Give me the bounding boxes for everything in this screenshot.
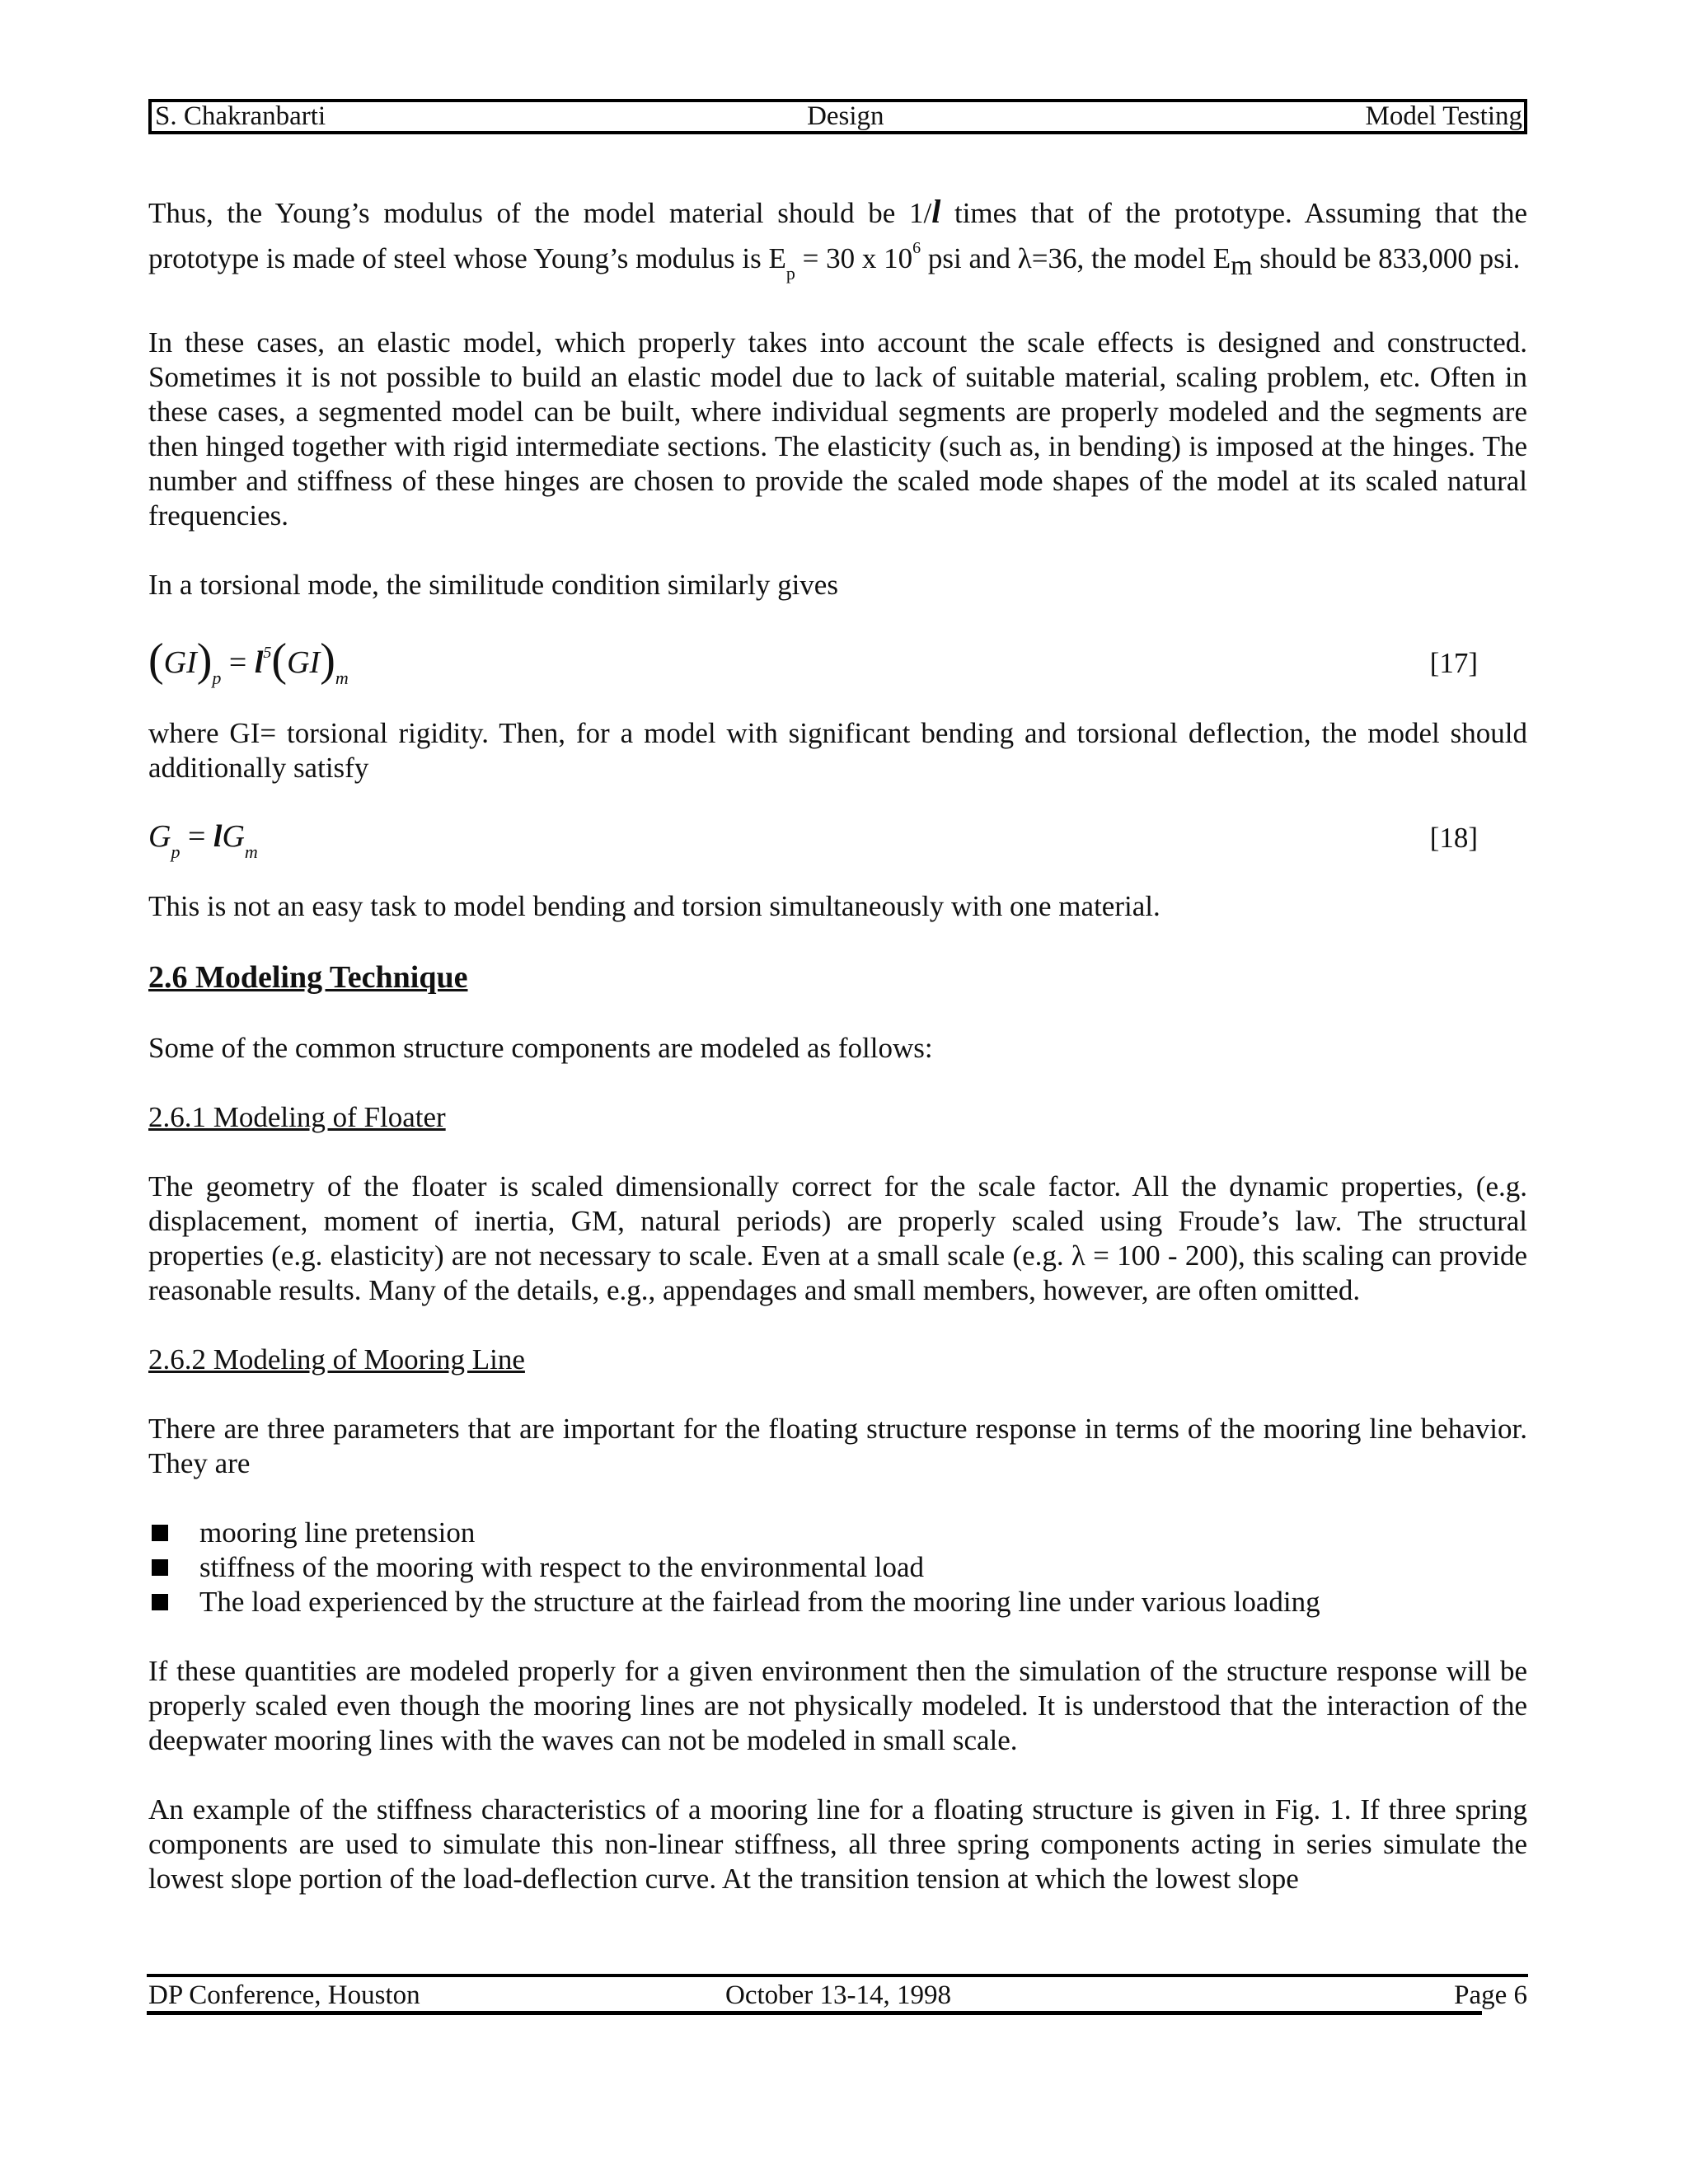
- subscript: m: [335, 668, 349, 688]
- paragraph-elastic-model: In these cases, an elastic model, which properly takes into account the scale effects is designed and constructed. Sometimes it is not possible to build an elastic model due to lack of suitable material, scaling problem, etc. Often in these cases, a segmented model can be built, where individual segments are properly modeled and the segments are then hinged together with rigid intermediate sections. The elasticity (such as, in bending) is imposed at the hinges. The number and stiffness of these hinges are chosen to provide the scaled mode shapes of the model at its scaled natural frequencies.: [148, 326, 1527, 532]
- bullet-list: [148, 1516, 1527, 1619]
- equals-sign: =: [221, 645, 255, 680]
- header-author: S. Chakranbarti: [155, 101, 326, 131]
- section-heading: 2.6 Modeling Technique: [148, 960, 468, 995]
- fraction-text: 1/: [908, 197, 932, 229]
- footer-center: October 13-14, 1998: [725, 1980, 952, 2010]
- paren: ): [196, 635, 213, 686]
- header-right: Model Testing: [1365, 101, 1522, 131]
- equation-18: [148, 810, 1527, 868]
- paragraph-torsional-mode: In a torsional mode, the similitude condition similarly gives: [148, 569, 838, 601]
- paragraph-stiffness-example: An example of the stiffness characteristics of a mooring line for a floating structure is given in Fig. 1. If three spring components are used to simulate this non-linear stiffness, all three spring components acting in series simulate the lowest slope portion of the load-deflection curve. At the transition tension at which the lowest slope: [148, 1793, 1527, 1895]
- paren: (: [148, 635, 164, 686]
- superscript: 5: [263, 644, 272, 662]
- text-run: = 30 x 10: [795, 242, 913, 274]
- text-run: Thus, the Young’s modulus of the model material should be: [148, 197, 909, 229]
- header-center: Design: [807, 101, 884, 131]
- lambda-symbol: l: [931, 193, 941, 230]
- subscript: p: [785, 263, 795, 284]
- paragraph-torsional-rigidity: where GI= torsional rigidity. Then, for a model with significant bending and torsional deflection, the model should additionally satisfy: [148, 717, 1527, 784]
- subscript: m: [1231, 251, 1253, 281]
- footer-left: DP Conference, Houston: [148, 1980, 420, 2010]
- subsection-heading-floater: 2.6.1 Modeling of Floater: [148, 1101, 446, 1133]
- eq-symbol: G: [222, 819, 245, 854]
- eq-symbol: G: [148, 819, 171, 854]
- paren: ): [320, 635, 335, 686]
- equation-number: [18]: [1429, 822, 1478, 854]
- paragraph-youngs-modulus: [148, 194, 1527, 291]
- paragraph-mooring-params: There are three parameters that are important for the floating structure response in terms of the mooring line behavior. They are: [148, 1413, 1527, 1479]
- square-bullet-icon: [152, 1525, 168, 1541]
- list-item-text: The load experienced by the structure at the fairlead from the mooring line under various loading: [199, 1586, 1320, 1618]
- list-item: [148, 1550, 1527, 1585]
- paragraph-components-intro: Some of the common structure components are modeled as follows:: [148, 1032, 933, 1064]
- list-item-text: stiffness of the mooring with respect to the environmental load: [199, 1551, 925, 1583]
- text-run: psi and λ=36, the model E: [921, 242, 1231, 274]
- subsection-heading-mooring: 2.6.2 Modeling of Mooring Line: [148, 1343, 525, 1376]
- footer-rule-bottom: [147, 2011, 1482, 2015]
- page-footer: [148, 1981, 1527, 2009]
- eq-symbol: GI: [287, 645, 321, 680]
- subscript: m: [244, 841, 258, 862]
- list-item: [148, 1516, 1527, 1550]
- footer-rule-top: [147, 1974, 1528, 1977]
- paren: (: [271, 635, 288, 686]
- superscript: 6: [912, 239, 921, 257]
- square-bullet-icon: [152, 1594, 168, 1610]
- document-body: [148, 194, 1527, 1896]
- page-header: [148, 99, 1527, 134]
- subscript: p: [171, 841, 181, 862]
- list-item-text: mooring line pretension: [199, 1516, 476, 1549]
- equation-17-expression: [148, 635, 349, 689]
- text-run: should be 833,000 psi.: [1252, 242, 1521, 274]
- paragraph-bending-torsion: This is not an easy task to model bending and torsion simultaneously with one material.: [148, 890, 1160, 922]
- equals-sign: =: [180, 819, 213, 854]
- lambda-symbol: l: [213, 819, 223, 854]
- footer-page-number: Page 6: [1454, 1980, 1527, 2010]
- square-bullet-icon: [152, 1559, 168, 1576]
- subscript: p: [212, 668, 222, 688]
- paragraph-floater: The geometry of the floater is scaled dimensionally correct for the scale factor. All the dynamic properties, (e.g. displacement, moment of inertia, GM, natural periods) are properly scaled using Froude’s law. The structural properties (e.g. elasticity) are not necessary to scale. Even at a small scale (e.g. λ = 100 - 200), this scaling can provide reasonable results. Many of the details, e.g., appendages and small members, however, are often omitted.: [148, 1170, 1527, 1306]
- equation-number: [17]: [1429, 647, 1478, 679]
- eq-symbol: GI: [163, 645, 197, 680]
- equation-17: [148, 635, 1527, 693]
- equation-18-expression: [148, 818, 258, 863]
- lambda-symbol: l: [254, 645, 264, 680]
- paragraph-quantities: If these quantities are modeled properly for a given environment then the simulation of the structure response will be properly scaled even though the mooring lines are not physically modeled. It is understood that the interaction of the deepwater mooring lines with the waves can not be modeled in small scale.: [148, 1655, 1527, 1756]
- list-item: [148, 1585, 1527, 1619]
- text-run: times that of the prototype. Assuming that the prototype is made of steel whose Young’s modulus is E: [148, 197, 1527, 274]
